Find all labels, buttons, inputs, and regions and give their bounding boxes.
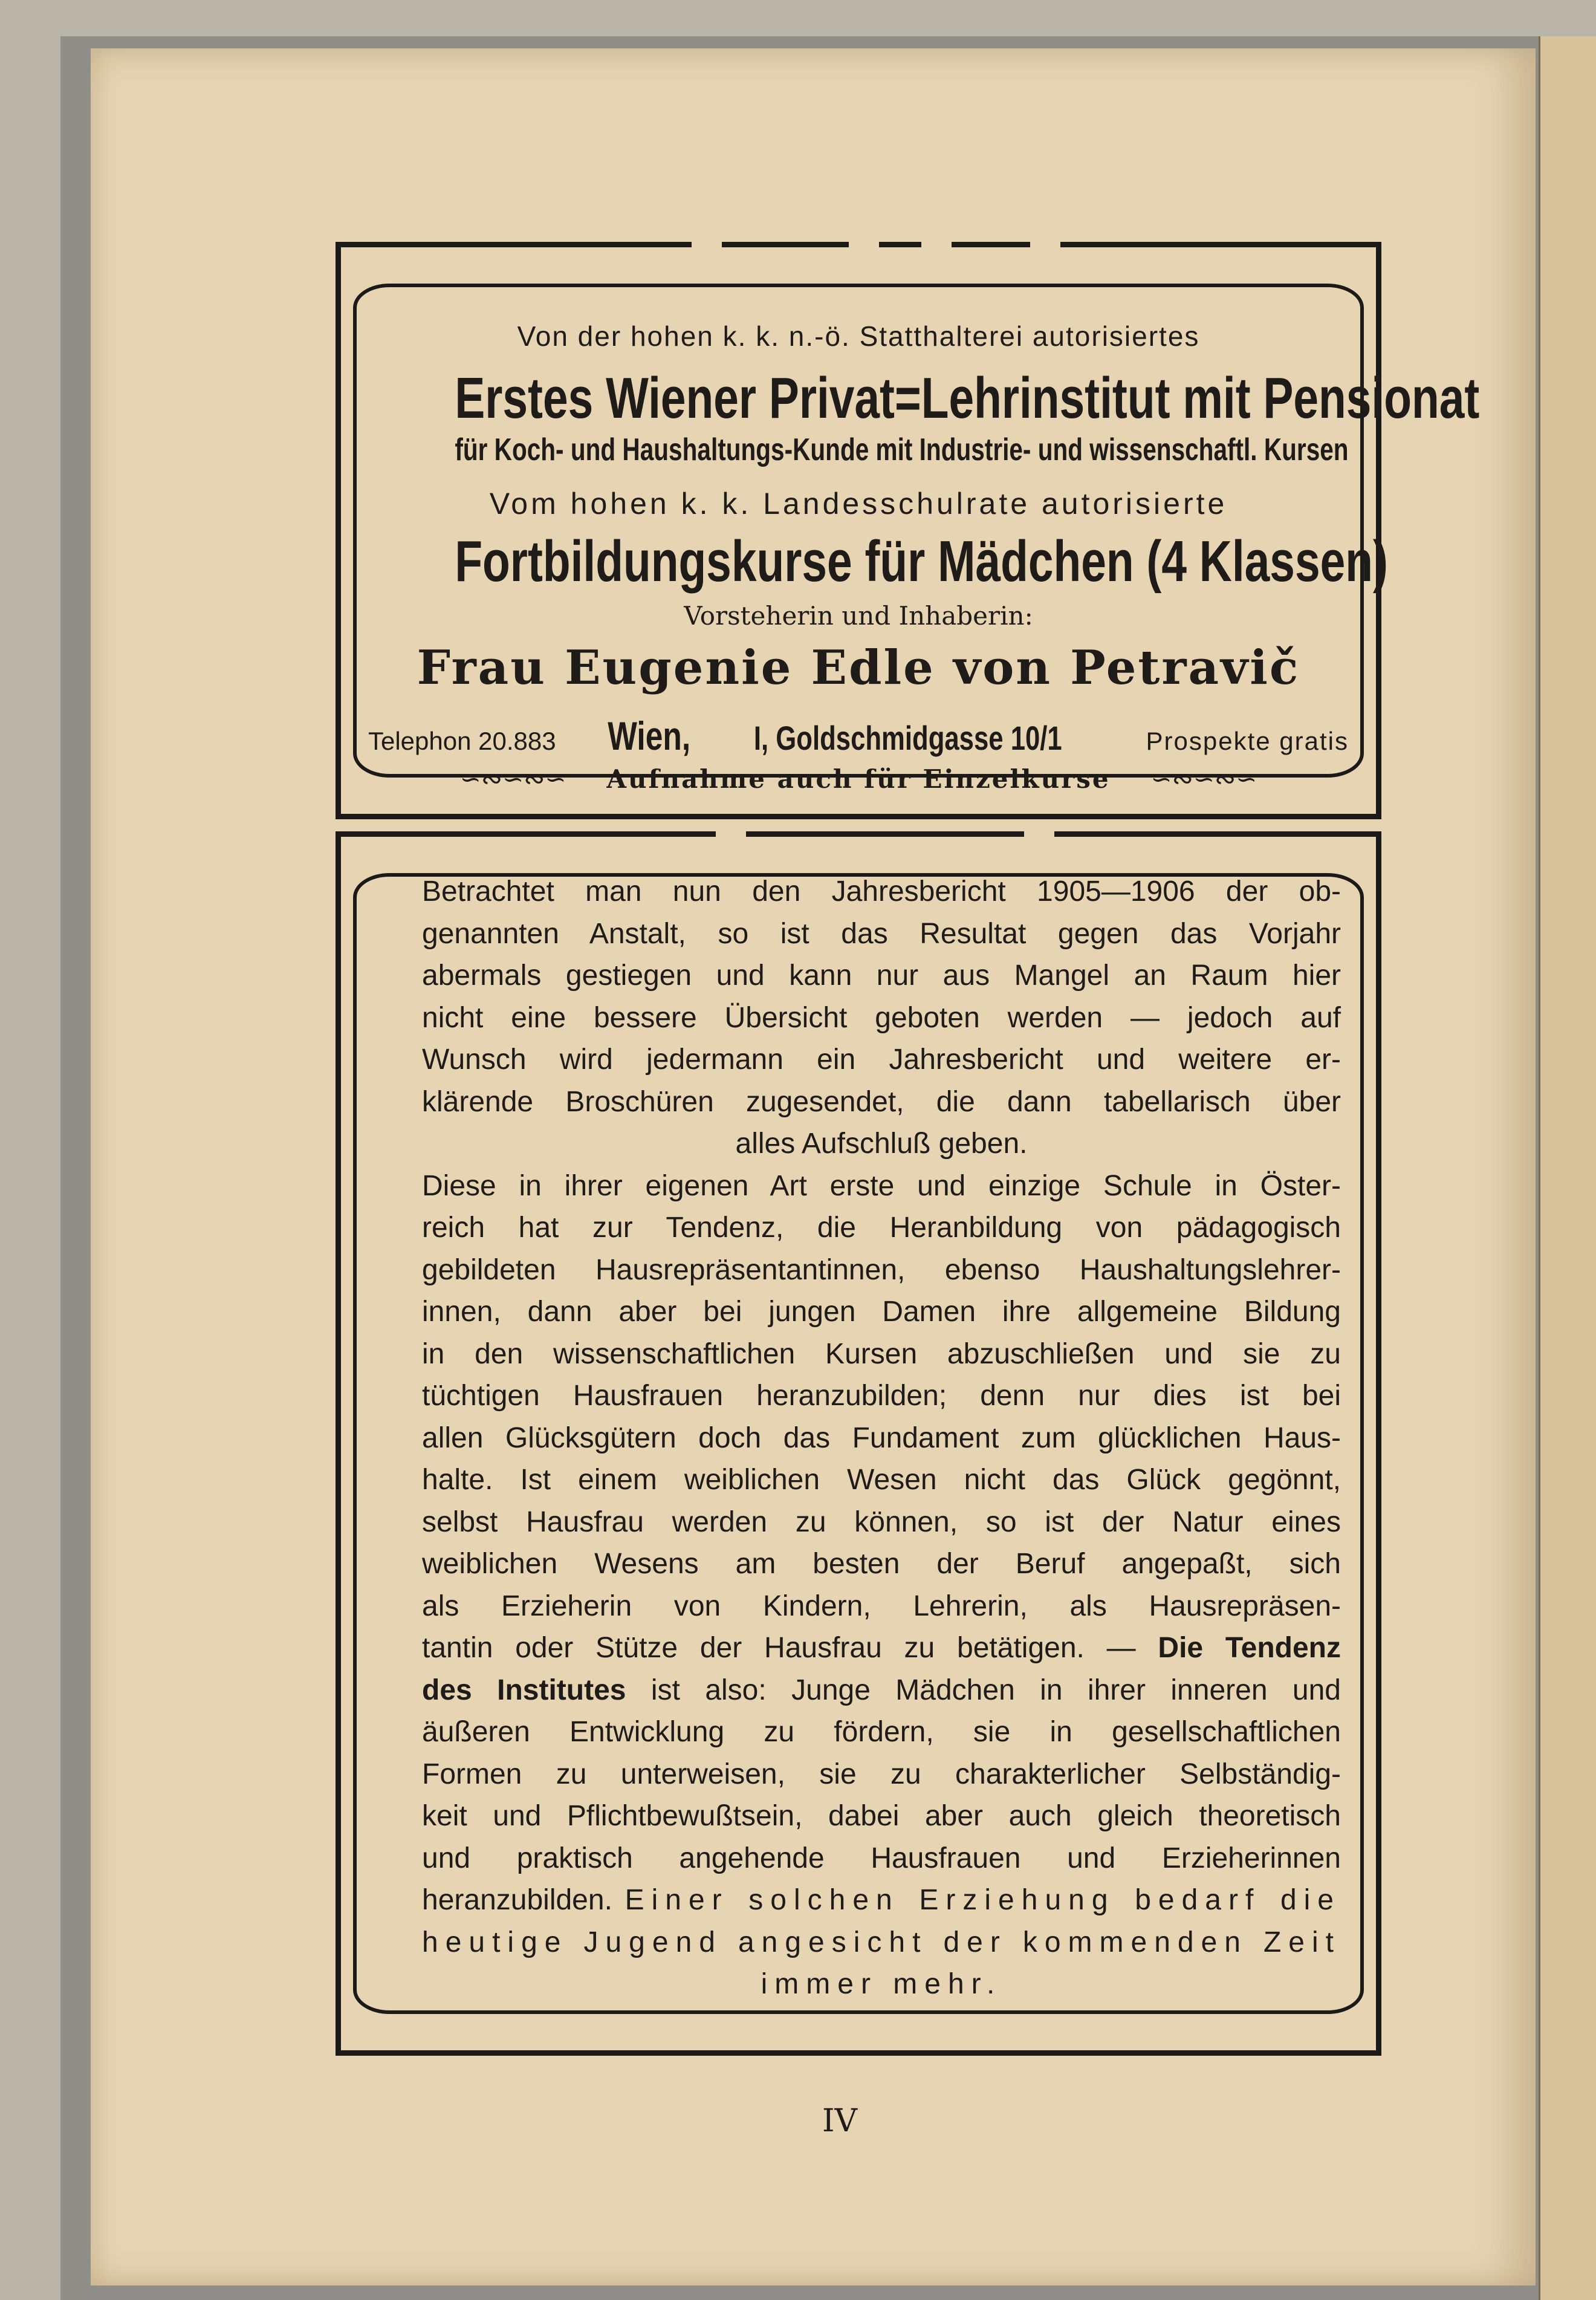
text-line: reich hat zur Tendenz, die Heranbildung von pädagogisch: [422, 1212, 1341, 1244]
tendenz-bold: Die Tendenz: [1158, 1632, 1341, 1664]
text-line: als Erzieherin von Kindern, Lehrerin, als Hausrepräsen-: [422, 1590, 1341, 1622]
text-line: tüchtigen Hausfrauen heranzubilden; denn nur dies ist bei: [422, 1380, 1341, 1412]
ad-prospekte: Prospekte gratis: [1146, 727, 1349, 755]
ornament-left: ∽∾∽∾∽: [459, 764, 566, 794]
institutes-rest: ist also: Junge Mädchen in ihrer inneren und: [650, 1674, 1341, 1706]
next-page-edge: [1539, 36, 1596, 2300]
ad-phone: Telephon 20.883: [368, 727, 556, 755]
ad-authorization-line-2: Vom hohen k. k. Landesschulrate autorisierte: [489, 487, 1228, 521]
text-line: heutige Jugend angesicht der kommenden Zeit: [422, 1926, 1341, 1958]
ad-authorization-line: Von der hohen k. k. n.-ö. Statthalterei autorisiertes: [517, 320, 1200, 352]
text-line: Diese in ihrer eigenen Art erste und einzige Schule in Öster-: [422, 1169, 1341, 1202]
ad-aufnahme-line: [341, 764, 1376, 794]
article-text: [422, 871, 1341, 2006]
text-line: [422, 1879, 1341, 1922]
text-line: abermals gestiegen und kann nur aus Mangel an Raum hier: [422, 960, 1341, 992]
text-line: klärende Broschüren zugesendet, die dann tabellarisch über: [422, 1085, 1341, 1118]
page-number: IV: [822, 2103, 858, 2139]
heranzubilden-spaced: Einer solchen Erziehung bedarf die: [624, 1884, 1341, 1916]
text-line: innen, dann aber bei jungen Damen ihre allgemeine Bildung: [422, 1296, 1341, 1328]
text-line: selbst Hausfrau werden zu können, so ist der Natur eines: [422, 1506, 1341, 1538]
text-line: [422, 1627, 1341, 1669]
ad-vorsteherin-label: Vorsteherin und Inhaberin:: [684, 601, 1033, 631]
text-line: keit und Pflichtbewußtsein, dabei aber auch gleich theoretisch: [422, 1800, 1341, 1832]
text-line: nicht eine bessere Übersicht geboten werden — jedoch auf: [422, 1001, 1341, 1034]
text-line: in den wissenschaftlichen Kursen abzuschließen und sie zu: [422, 1337, 1341, 1370]
text-line: allen Glücksgütern doch das Fundament zum glücklichen Haus-: [422, 1421, 1341, 1454]
heranzubilden-pre: heranzubilden.: [422, 1884, 612, 1916]
ornament-right: ∽∾∽∾∽: [1150, 764, 1257, 794]
text-line: Betrachtet man nun den Jahresbericht 1905—1906 der ob-: [422, 875, 1341, 908]
ad-city: Wien,: [608, 713, 691, 758]
institutes-bold: des Institutes: [422, 1674, 626, 1706]
text-line: gebildeten Hausrepräsentantinnen, ebenso Haushaltungslehrer-: [422, 1253, 1341, 1286]
advertisement-frame: [336, 242, 1480, 819]
text-line: äußeren Entwicklung zu fördern, sie in gesellschaftlichen: [422, 1716, 1341, 1748]
text-line: genannten Anstalt, so ist das Resultat gegen das Vorjahr: [422, 917, 1341, 950]
ad-aufnahme: Aufnahme auch für Einzelkurse: [606, 764, 1111, 794]
ad-contact-line: [341, 713, 1376, 759]
text-line: weiblichen Wesens am besten der Beruf angepaßt, sich: [422, 1548, 1341, 1580]
text-line: Formen zu unterweisen, sie zu charakterlicher Selbständig-: [422, 1758, 1341, 1790]
text-line: [422, 1669, 1341, 1712]
tendenz-pre: tantin oder Stütze der Hausfrau zu betätigen. —: [422, 1632, 1136, 1664]
ad-fortbildung-title: Fortbildungskurse für Mädchen (4 Klassen): [455, 529, 1388, 594]
ad-institute-name: Erstes Wiener Privat=Lehrinstitut mit Pensionat: [455, 366, 1480, 430]
text-line: Wunsch wird jedermann ein Jahresbericht und weitere er-: [422, 1044, 1341, 1076]
ad-owner-name: Frau Eugenie Edle von Petravič: [417, 640, 1300, 695]
text-line: und praktisch angehende Hausfrauen und Erzieherinnen: [422, 1842, 1341, 1874]
ad-courses-line: für Koch- und Haushaltungs-Kunde mit Industrie- und wissenschaftl. Kursen: [455, 432, 1349, 467]
text-line: immer mehr.: [761, 1968, 1002, 2000]
ad-street: I, Goldschmidgasse 10/1: [754, 719, 1062, 757]
text-line: alles Aufschluß geben.: [735, 1128, 1028, 1160]
text-line: halte. Ist einem weiblichen Wesen nicht das Glück gegönnt,: [422, 1464, 1341, 1496]
